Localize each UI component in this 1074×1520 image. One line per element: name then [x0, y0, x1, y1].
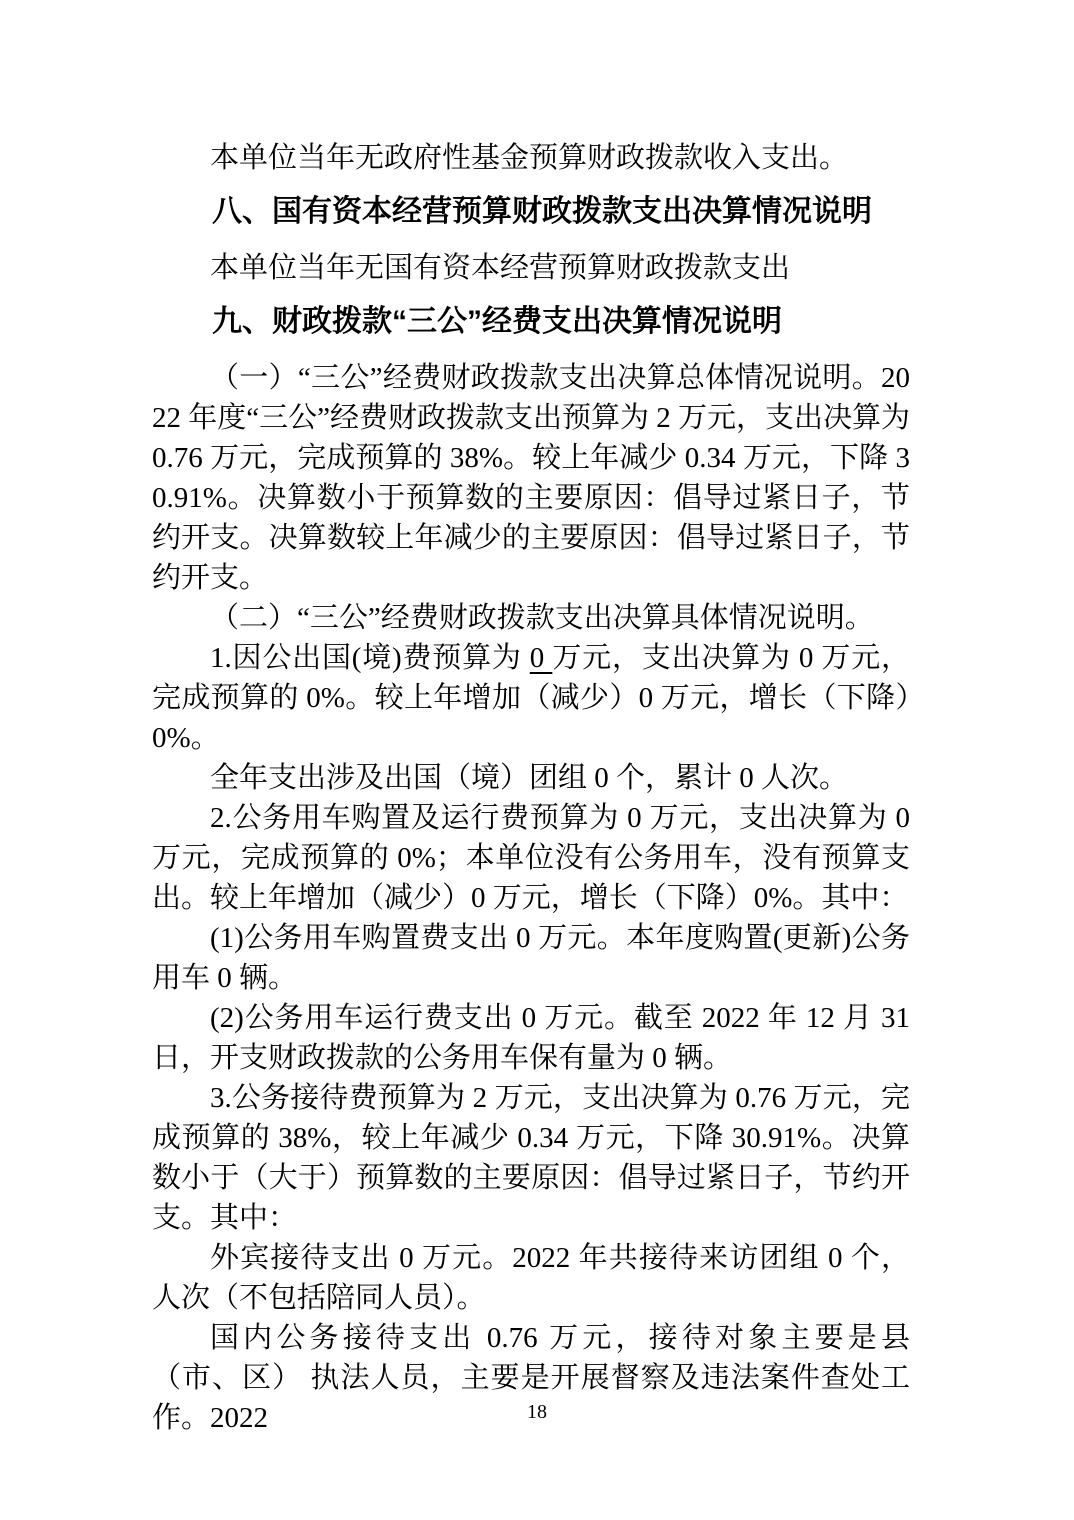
paragraph-no-state-capital-expenditure: 本单位当年无国有资本经营预算财政拨款支出 [210, 252, 791, 284]
document-body [152, 138, 910, 1438]
paragraph-official-vehicle-expense: 2.公务用车购置及运行费预算为 0 万元，支出决算为 0 万元，完成预算的 0%；本单位没有公务用车，没有预算支出。较上年增加（减少）0 万元，增长（下降）0%。其中： [152, 802, 910, 914]
paragraph-no-government-fund-expenditure: 本单位当年无政府性基金预算财政拨款收入支出。 [210, 142, 849, 174]
overseas-travel-pre-text: 1.因公出国(境)费预算为 [210, 642, 530, 674]
paragraph-vehicle-purchase: (1)公务用车购置费支出 0 万元。本年度购置(更新)公务用车 0 辆。 [152, 922, 910, 994]
paragraph-vehicle-operation: (2)公务用车运行费支出 0 万元。截至 2022 年 12 月 31 日，开支财政拨款的公务用车保有量为 0 辆。 [152, 1002, 910, 1074]
paragraph-overseas-groups: 全年支出涉及出国（境）团组 0 个，累计 0 人次。 [210, 762, 849, 794]
heading-section-eight: 八、国有资本经营预算财政拨款支出决算情况说明 [212, 195, 872, 228]
paragraph-overseas-travel-expense [152, 638, 910, 758]
overseas-travel-underlined-value: 0 [529, 642, 553, 674]
paragraph-foreign-guest-reception: 外宾接待支出 0 万元。2022 年共接待来访团组 0 个，人次（不包括陪同人员）。 [152, 1242, 910, 1314]
paragraph-domestic-reception: 国内公务接待支出 0.76 万元，接待对象主要是县（市、区） 执法人员，主要是开展督察及违法案件查处工作。2022 [152, 1322, 910, 1434]
heading-section-nine: 九、财政拨款“三公”经费支出决算情况说明 [212, 305, 782, 338]
overseas-travel-post-text: 万元，支出决算为 0 万元，完成预算的 0%。较上年增加（减少）0 万元，增长（下降）0%。 [152, 642, 910, 754]
paragraph-three-public-detail-intro: （二）“三公”经费财政拨款支出决算具体情况说明。 [210, 602, 874, 634]
page-number: 18 [527, 1401, 547, 1423]
paragraph-three-public-overview: （一）“三公”经费财政拨款支出决算总体情况说明。2022 年度“三公”经费财政拨款支出预算为 2 万元，支出决算为 0.76 万元，完成预算的 38%。较上年减少 0.34 万元，下降 30.91%。决算数小于预算数的主要原因：倡导过紧日子，节约开支。决算数较上年减少的主要原因：倡导过紧日子，节约开支。 [152, 362, 910, 594]
paragraph-official-reception-expense: 3.公务接待费预算为 2 万元，支出决算为 0.76 万元，完成预算的 38%，较上年减少 0.34 万元，下降 30.91%。决算数小于（大于）预算数的主要原因：倡导过紧日子，节约开支。其中： [152, 1082, 910, 1234]
